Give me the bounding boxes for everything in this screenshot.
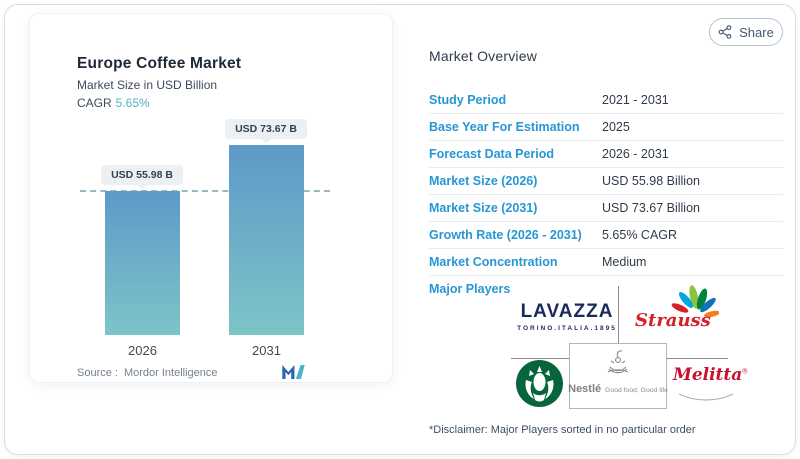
row-label: Market Size (2026): [429, 174, 538, 188]
strauss-wordmark: Strauss: [635, 310, 711, 331]
melitta-registered-mark: ®: [742, 368, 748, 376]
logo-divider-horizontal-left: [511, 358, 569, 359]
strauss-logo: [633, 284, 733, 340]
cagr-value: 5.65%: [115, 96, 150, 110]
nestle-slogan: Good food, Good life: [605, 387, 668, 394]
melitta-wordmark: Melitta: [673, 365, 743, 385]
table-row: [429, 249, 783, 276]
row-value: 2026 - 2031: [602, 147, 669, 161]
bar-2026: [105, 191, 180, 335]
x-axis-label-2031: 2031: [252, 343, 281, 358]
share-label: Share: [739, 24, 774, 40]
row-value: USD 55.98 Billion: [602, 174, 700, 188]
logo-divider-horizontal-right: [666, 358, 728, 359]
bar-value-label-2026: USD 55.98 B: [101, 165, 183, 185]
row-value: USD 73.67 Billion: [602, 201, 700, 215]
row-label: Base Year For Estimation: [429, 120, 580, 134]
table-row: [429, 87, 783, 114]
table-row: [429, 168, 783, 195]
nestle-text-row: [570, 383, 666, 395]
x-axis-label-2026: 2026: [128, 343, 157, 358]
overview-table: [429, 87, 783, 276]
table-row: [429, 195, 783, 222]
chart-card: [29, 13, 393, 383]
row-value: Medium: [602, 255, 647, 269]
row-value: 5.65% CAGR: [602, 228, 678, 242]
nestle-wordmark: Nestlé: [568, 383, 602, 395]
mordor-intelligence-logo-icon: [282, 365, 305, 379]
row-label: Growth Rate (2026 - 2031): [429, 228, 582, 242]
source-row: [77, 367, 218, 379]
lavazza-wordmark: LAVAZZA: [520, 301, 614, 322]
source-name: Mordor Intelligence: [123, 367, 218, 379]
row-value: 2025: [602, 120, 630, 134]
lavazza-tagline: TORINO.ITALIA.1895: [517, 325, 617, 332]
share-nodes-icon: [718, 25, 732, 39]
bar-2031: [229, 145, 304, 335]
melitta-logo: [673, 365, 748, 401]
row-label: Market Size (2031): [429, 201, 538, 215]
chart-subtitle: Market Size in USD Billion: [77, 78, 218, 92]
row-label: Market Concentration: [429, 255, 558, 269]
table-row: [429, 141, 783, 168]
row-label: Study Period: [429, 93, 507, 107]
major-players-label: Major Players: [429, 282, 511, 296]
bar-value-label-2031: USD 73.67 B: [225, 119, 307, 139]
share-button[interactable]: [709, 18, 783, 46]
starbucks-siren-logo: [516, 360, 563, 407]
lavazza-logo: [507, 302, 627, 332]
source-label: Source :: [77, 367, 118, 379]
row-label: Forecast Data Period: [429, 147, 555, 161]
melitta-arc-icon: [677, 393, 735, 401]
overview-heading: Market Overview: [429, 48, 538, 64]
cagr-label: CAGR: [77, 96, 112, 110]
table-row: [429, 114, 783, 141]
row-value: 2021 - 2031: [602, 93, 669, 107]
table-row: [429, 222, 783, 249]
nestle-nest-icon: [605, 348, 631, 376]
chart-title: Europe Coffee Market: [77, 55, 242, 72]
snapshot-card: [4, 4, 796, 455]
disclaimer-text: *Disclaimer: Major Players sorted in no particular order: [429, 424, 696, 436]
chart-cagr: [77, 96, 150, 110]
nestle-logo: [569, 343, 667, 409]
